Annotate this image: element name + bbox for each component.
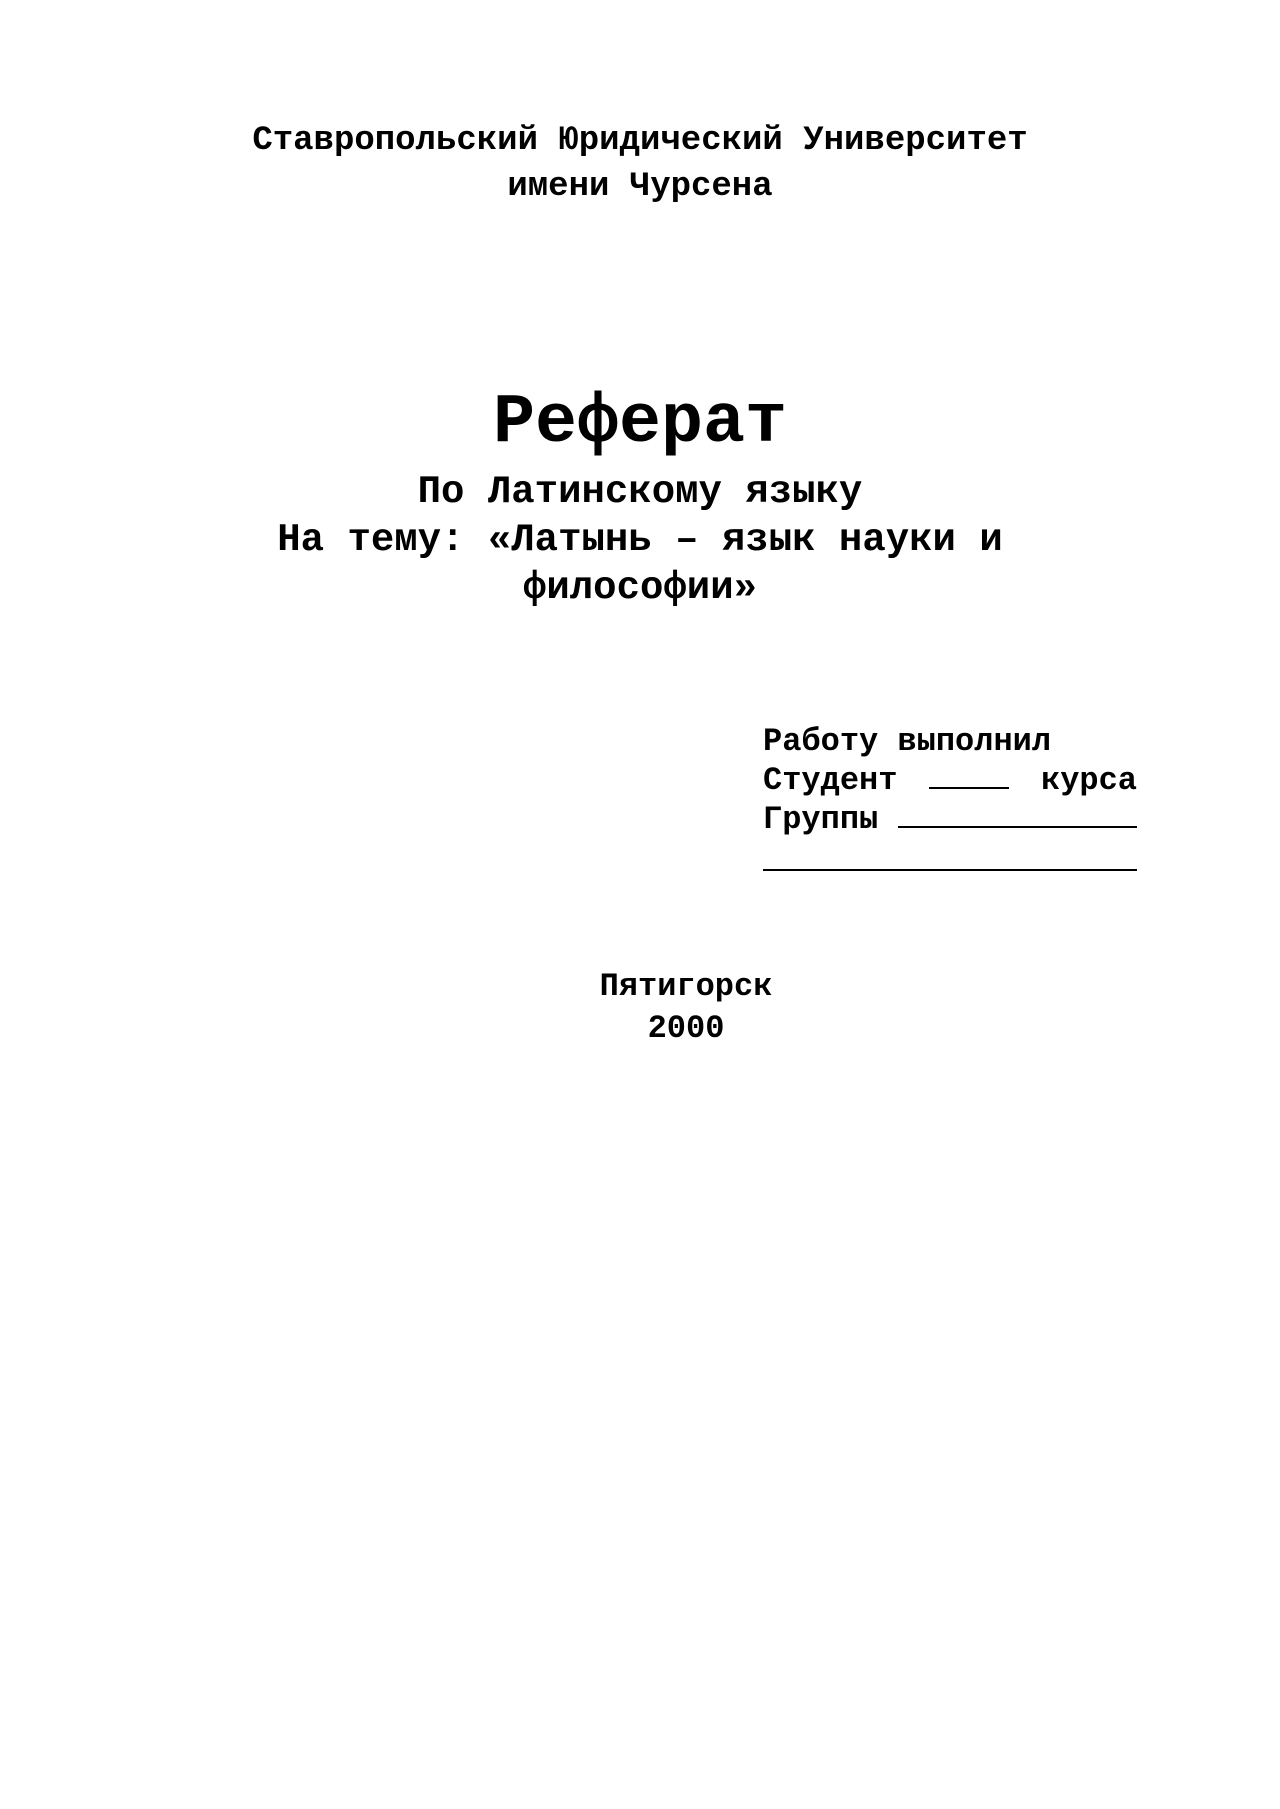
university-line-2: имени Чурсена [507,168,773,206]
university-name [0,118,1280,210]
topic-line-1: На тему: «Латынь – язык науки и [277,518,1003,562]
group-line [763,800,1137,839]
document-topic [0,516,1280,612]
topic-line-2: философии» [522,566,758,610]
city-year-block [0,966,1280,1050]
name-blank [763,839,1137,871]
group-blank [898,800,1137,828]
author-block [763,722,1137,871]
group-label: Группы [763,801,879,838]
course-label: курса [1040,762,1137,799]
document-title: Реферат [492,384,788,463]
student-course-line [763,761,1137,800]
course-blank [929,761,1009,789]
city: Пятигорск [599,968,773,1005]
document-subject: По Латинскому языку [417,470,863,514]
performed-by-label: Работу выполнил [763,723,1052,760]
year: 2000 [647,1010,725,1047]
student-label: Студент [763,762,898,799]
performed-by-line [763,722,1137,761]
university-line-1: Ставропольский Юридический Университет [252,122,1028,160]
